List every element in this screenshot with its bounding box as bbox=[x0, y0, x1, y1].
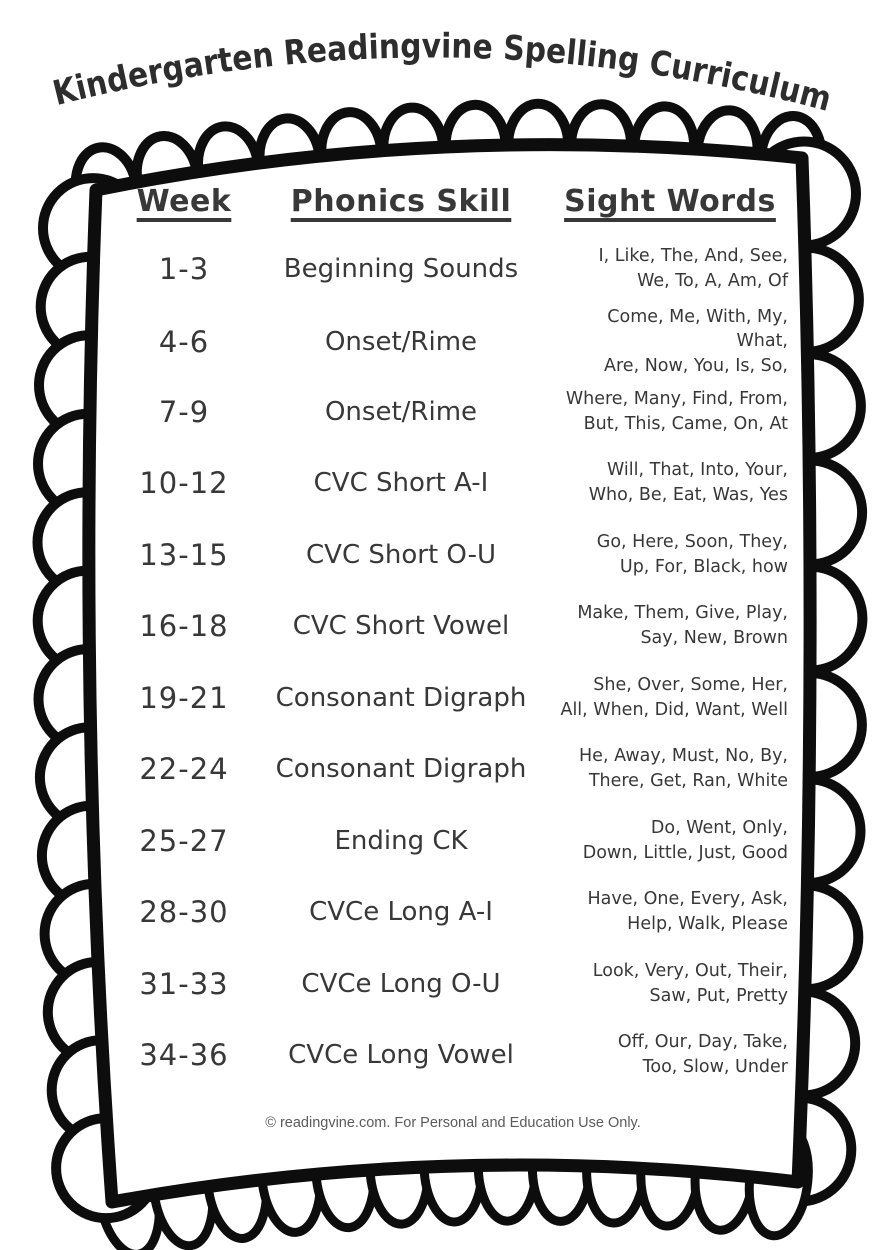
phonics-skill-cell: Onset/Rime bbox=[324, 326, 478, 357]
sight-words-cell bbox=[552, 959, 788, 1009]
sight-words-cell bbox=[552, 816, 788, 866]
week-cell: 13-15 bbox=[139, 537, 229, 572]
table-row bbox=[118, 734, 788, 806]
sight-words-line-2: We, To, A, Am, Of bbox=[637, 270, 788, 291]
table-row bbox=[118, 448, 788, 520]
sight-words-line-2: Who, Be, Eat, Was, Yes bbox=[588, 485, 788, 506]
column-header-week: Week bbox=[136, 184, 232, 219]
week-cell: 10-12 bbox=[139, 466, 229, 501]
phonics-skill-cell: Consonant Digraph bbox=[275, 682, 527, 713]
week-cell: 7-9 bbox=[158, 394, 210, 429]
week-cell: 31-33 bbox=[139, 966, 229, 1001]
sight-words-line-1: Go, Here, Soon, They, bbox=[596, 531, 788, 552]
sight-words-line-2: But, This, Came, On, At bbox=[583, 413, 788, 434]
phonics-skill-cell: CVCe Long A-I bbox=[309, 897, 493, 928]
sight-words-line-2: All, When, Did, Want, Well bbox=[560, 699, 788, 720]
table-row bbox=[118, 948, 788, 1020]
phonics-skill-cell: CVCe Long O-U bbox=[301, 968, 501, 999]
title-banner bbox=[0, 0, 884, 150]
sight-words-line-2: Saw, Put, Pretty bbox=[649, 985, 788, 1006]
week-cell: 16-18 bbox=[139, 609, 229, 644]
week-cell: 1-3 bbox=[158, 251, 210, 286]
sight-words-line-2: Are, Now, You, Is, So, bbox=[604, 356, 788, 377]
week-cell: 28-30 bbox=[139, 895, 229, 930]
sight-words-line-2: Help, Walk, Please bbox=[627, 914, 788, 935]
table-row bbox=[118, 877, 788, 949]
sight-words-line-1: She, Over, Some, Her, bbox=[593, 674, 788, 695]
sight-words-cell bbox=[552, 887, 788, 937]
sight-words-cell bbox=[552, 1030, 788, 1080]
phonics-skill-cell: CVC Short Vowel bbox=[292, 611, 510, 642]
sight-words-line-2: Say, New, Brown bbox=[640, 628, 788, 649]
table-row bbox=[118, 662, 788, 734]
sight-words-line-1: Where, Many, Find, From, bbox=[565, 388, 788, 409]
copyright-note: © readingvine.com. For Personal and Education Use Only. bbox=[265, 1115, 641, 1131]
phonics-skill-cell: CVC Short O-U bbox=[306, 539, 496, 570]
sight-words-line-1: Will, That, Into, Your, bbox=[607, 460, 788, 481]
table-body bbox=[118, 233, 788, 1091]
table-row bbox=[118, 305, 788, 377]
sight-words-line-1: Look, Very, Out, Their, bbox=[592, 960, 788, 981]
table-row bbox=[118, 519, 788, 591]
phonics-skill-cell: Ending CK bbox=[334, 825, 468, 856]
sight-words-line-2: Down, Little, Just, Good bbox=[582, 842, 788, 863]
sight-words-line-2: Too, Slow, Under bbox=[642, 1057, 788, 1078]
table-header-row bbox=[118, 184, 788, 219]
sight-words-line-1: Have, One, Every, Ask, bbox=[587, 889, 788, 910]
sight-words-line-1: I, Like, The, And, See, bbox=[598, 245, 788, 266]
table-row bbox=[118, 1020, 788, 1092]
page-title: Kindergarten Readingvine Spelling Curriculum bbox=[48, 26, 840, 121]
sight-words-cell bbox=[552, 244, 788, 294]
sight-words-line-1: Make, Them, Give, Play, bbox=[577, 603, 788, 624]
week-cell: 22-24 bbox=[139, 752, 229, 787]
phonics-skill-cell: Consonant Digraph bbox=[275, 754, 527, 785]
sight-words-cell bbox=[552, 530, 788, 580]
sight-words-cell bbox=[552, 387, 788, 437]
sight-words-line-2: There, Get, Ran, White bbox=[588, 771, 788, 792]
week-cell: 25-27 bbox=[139, 823, 229, 858]
table-row bbox=[118, 591, 788, 663]
sight-words-line-2: Up, For, Black, how bbox=[619, 556, 788, 577]
table-row bbox=[118, 233, 788, 305]
column-header-phonics: Phonics Skill bbox=[290, 184, 512, 219]
sight-words-line-1: Come, Me, With, My, What, bbox=[607, 306, 788, 352]
sight-words-line-1: Do, Went, Only, bbox=[650, 817, 788, 838]
week-cell: 19-21 bbox=[139, 680, 229, 715]
phonics-skill-cell: CVC Short A-I bbox=[313, 468, 489, 499]
week-cell: 4-6 bbox=[158, 324, 210, 359]
sight-words-cell bbox=[552, 305, 788, 380]
sight-words-cell bbox=[552, 601, 788, 651]
sight-words-cell bbox=[552, 458, 788, 508]
sight-words-cell bbox=[552, 744, 788, 794]
table-row bbox=[118, 805, 788, 877]
table-row bbox=[118, 376, 788, 448]
sight-words-line-1: Off, Our, Day, Take, bbox=[617, 1032, 788, 1053]
sight-words-cell bbox=[552, 673, 788, 723]
week-cell: 34-36 bbox=[139, 1038, 229, 1073]
phonics-skill-cell: CVCe Long Vowel bbox=[288, 1040, 514, 1071]
phonics-skill-cell: Onset/Rime bbox=[324, 396, 478, 427]
curriculum-table bbox=[118, 184, 788, 1131]
sight-words-line-1: He, Away, Must, No, By, bbox=[579, 746, 788, 767]
column-header-sight: Sight Words bbox=[564, 184, 776, 219]
phonics-skill-cell: Beginning Sounds bbox=[283, 253, 519, 284]
